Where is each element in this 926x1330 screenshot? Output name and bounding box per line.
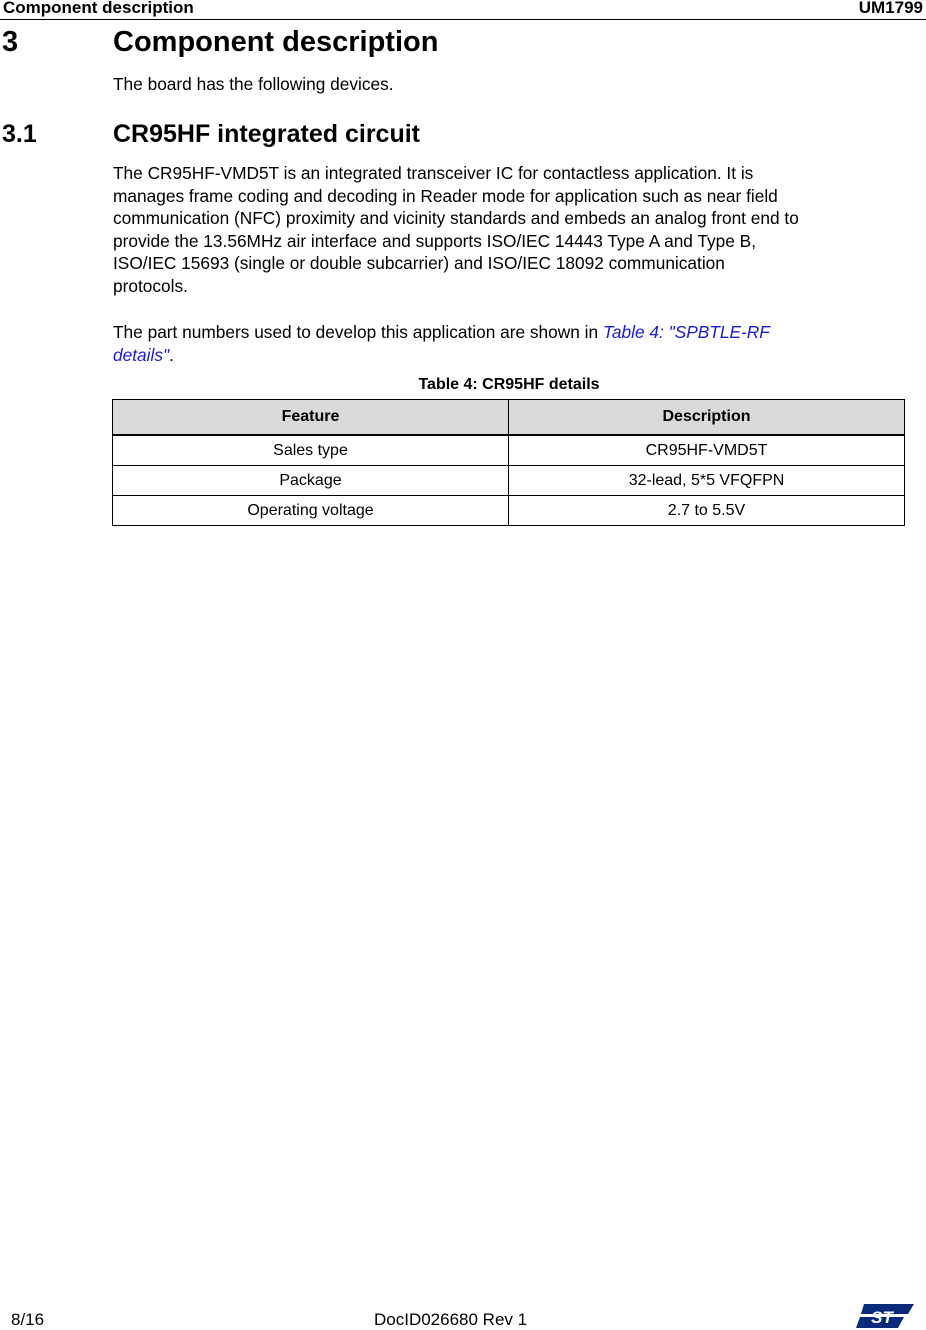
- st-logo-icon: [856, 1303, 914, 1329]
- logo-text: ST: [871, 1308, 893, 1327]
- description-line: manages frame coding and decoding in Reader mode for application such as near field: [113, 185, 778, 206]
- description-line: protocols.: [113, 275, 188, 296]
- page-number: 8/16: [11, 1310, 45, 1329]
- table-reference-link-cont[interactable]: details": [113, 344, 170, 365]
- header-document-code: UM1799: [858, 0, 923, 17]
- description-line: The CR95HF-VMD5T is an integrated transceiver IC for contactless application. It is: [113, 163, 754, 183]
- section-intro: The board has the following devices.: [113, 74, 394, 94]
- table-row: [113, 466, 905, 496]
- description-line: provide the 13.56MHz air interface and supports ISO/IEC 14443 Type A and Type B,: [113, 230, 756, 251]
- reference-text: The part numbers used to develop this application are shown in: [113, 322, 603, 342]
- description-cell: 32-lead, 5*5 VFQFPN: [509, 466, 905, 496]
- reference-line-2: [113, 344, 903, 367]
- feature-cell: Sales type: [113, 435, 509, 466]
- subsection-title: CR95HF integrated circuit: [113, 120, 421, 148]
- table-reference-link[interactable]: Table 4: "SPBTLE-RF: [602, 322, 770, 342]
- column-header-description: Description: [509, 400, 905, 436]
- description-line: communication (NFC) proximity and vicinity standards and embeds an analog front end to: [113, 208, 799, 229]
- table-row: [113, 435, 905, 466]
- description-cell: CR95HF-VMD5T: [509, 435, 905, 466]
- reference-line-1: [113, 321, 903, 344]
- page-header: [0, 0, 926, 20]
- column-header-feature: Feature: [113, 400, 509, 436]
- description-cell: 2.7 to 5.5V: [509, 496, 905, 526]
- cr95hf-details-table: [112, 399, 905, 526]
- document-id: DocID026680 Rev 1: [374, 1310, 528, 1329]
- reference-period: .: [169, 344, 174, 365]
- feature-cell: Package: [113, 466, 509, 496]
- section-number: 3: [2, 26, 19, 58]
- section-title: Component description: [113, 26, 439, 58]
- table-reference-paragraph: [113, 321, 903, 366]
- subsection-number: 3.1: [2, 120, 37, 148]
- description-line: ISO/IEC 15693 (single or double subcarrier) and ISO/IEC 18092 communication: [113, 253, 725, 274]
- subsection-description: [113, 162, 903, 298]
- table-header-row: [113, 400, 905, 436]
- table-caption: Table 4: CR95HF details: [418, 376, 600, 393]
- table-row: [113, 496, 905, 526]
- header-section-title: Component description: [3, 0, 194, 17]
- feature-cell: Operating voltage: [113, 496, 509, 526]
